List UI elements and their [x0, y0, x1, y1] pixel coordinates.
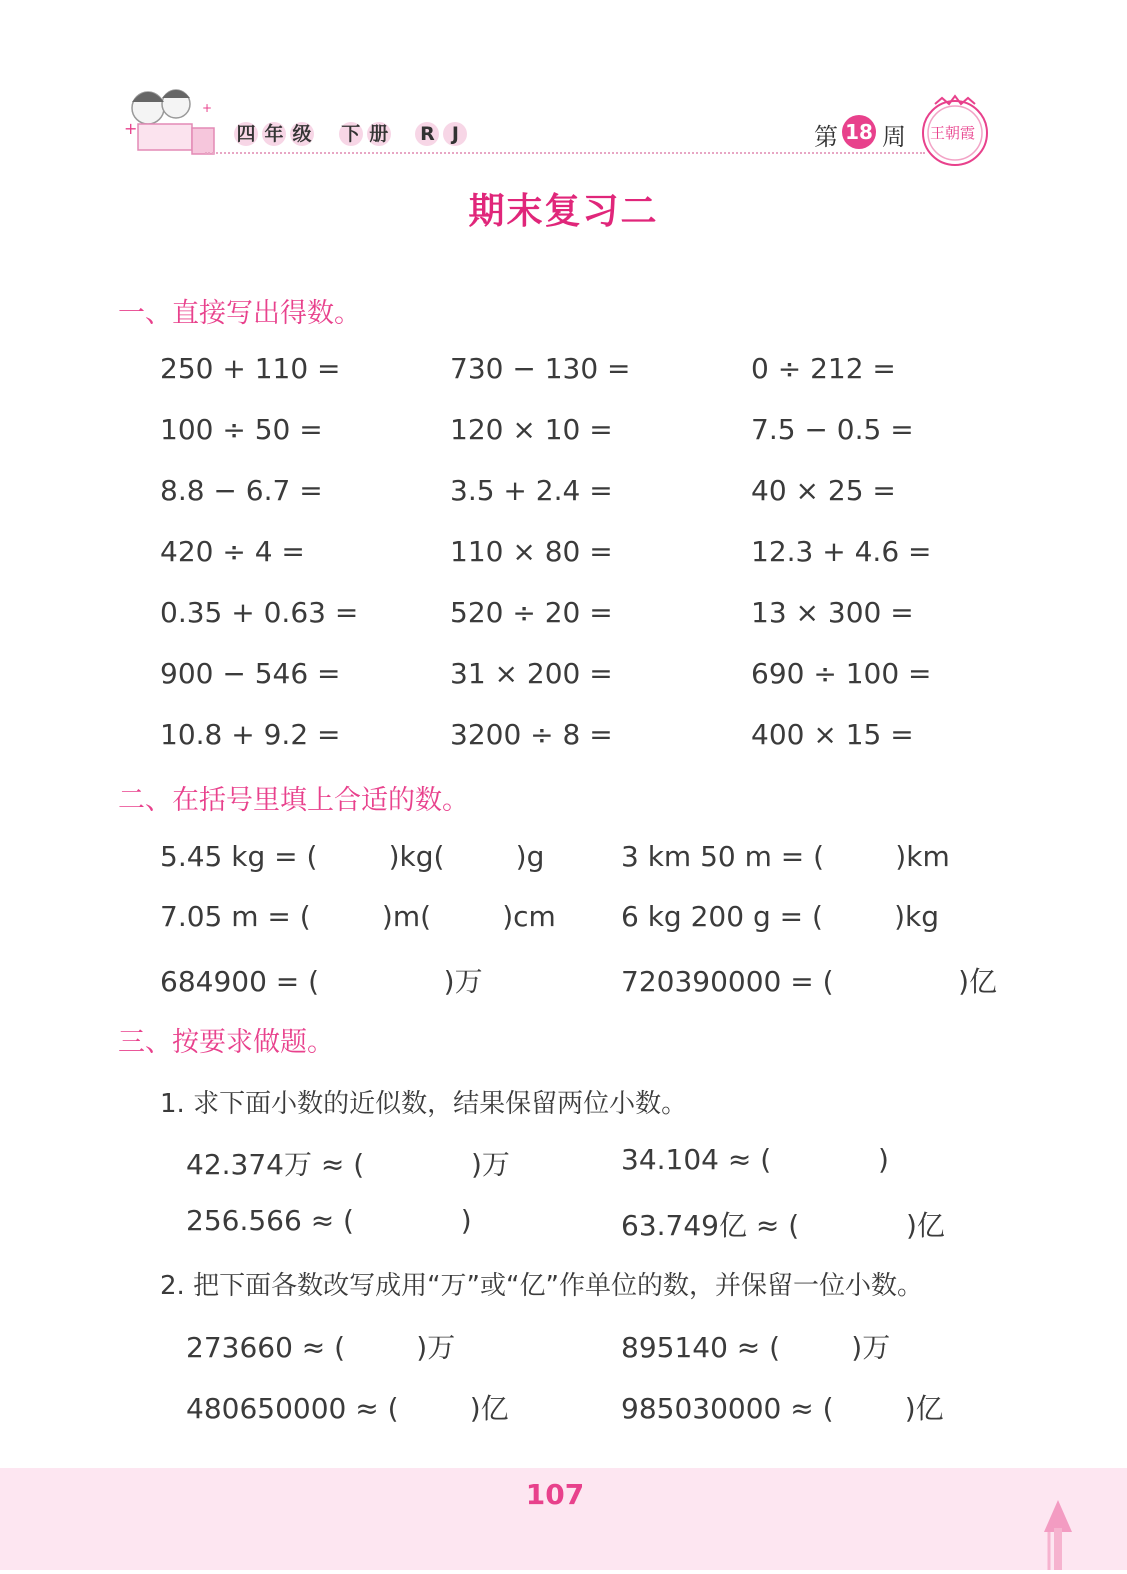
svg-text:+: + — [202, 101, 213, 115]
header-divider — [205, 152, 925, 154]
grade-char: 级 — [290, 122, 314, 146]
question-prompt-1: 1. 求下面小数的近似数，结果保留两位小数。 — [160, 1089, 688, 1119]
arithmetic-item: 40 × 25 = — [751, 474, 896, 507]
arithmetic-item: 0 ÷ 212 = — [751, 352, 896, 385]
header-illustration — [118, 72, 218, 160]
arithmetic-item: 900 − 546 = — [160, 657, 341, 690]
approximation-item: 256.566 ≈ ( ) — [186, 1204, 472, 1237]
page-number: 107 — [525, 1478, 585, 1511]
arithmetic-item: 400 × 15 = — [751, 718, 914, 751]
rewrite-item: 895140 ≈ ( )万 — [621, 1331, 891, 1364]
grade-char: 年 — [262, 122, 286, 146]
fill-blank-item: 7.05 m = ( )m( )cm — [160, 900, 556, 933]
arithmetic-item: 420 ÷ 4 = — [160, 535, 305, 568]
volume-char: 册 — [367, 122, 391, 146]
arithmetic-item: 31 × 200 = — [450, 657, 613, 690]
week-suffix: 周 — [882, 123, 906, 151]
approximation-item: 63.749亿 ≈ ( )亿 — [621, 1209, 945, 1242]
fill-blank-item: 6 kg 200 g = ( )kg — [621, 900, 940, 933]
arrow-up-icon — [1040, 1498, 1076, 1570]
arithmetic-item: 120 × 10 = — [450, 413, 613, 446]
grade-label — [234, 121, 471, 146]
section-heading-2: 二、在括号里填上合适的数。 — [118, 785, 469, 816]
arithmetic-item: 0.35 + 0.63 = — [160, 596, 359, 629]
approximation-item: 42.374万 ≈ ( )万 — [186, 1148, 510, 1181]
svg-text:+: + — [124, 119, 138, 138]
rewrite-item: 480650000 ≈ ( )亿 — [186, 1392, 509, 1425]
edition-char: R — [415, 122, 439, 146]
arithmetic-item: 110 × 80 = — [450, 535, 613, 568]
page-title: 期末复习二 — [468, 191, 659, 232]
fill-blank-item: 3 km 50 m = ( )km — [621, 840, 950, 873]
arithmetic-item: 690 ÷ 100 = — [751, 657, 932, 690]
arithmetic-item: 250 + 110 = — [160, 352, 341, 385]
seal-text: 王朝霞 — [930, 124, 976, 142]
volume-char: 下 — [339, 122, 363, 146]
rewrite-item: 273660 ≈ ( )万 — [186, 1331, 456, 1364]
edition-char: J — [443, 122, 467, 146]
arithmetic-item: 12.3 + 4.6 = — [751, 535, 932, 568]
arithmetic-item: 8.8 − 6.7 = — [160, 474, 323, 507]
week-prefix: 第 — [814, 123, 838, 151]
week-number-badge: 18 — [842, 115, 876, 149]
grade-char: 四 — [234, 122, 258, 146]
arithmetic-item: 13 × 300 = — [751, 596, 914, 629]
arithmetic-item: 10.8 + 9.2 = — [160, 718, 341, 751]
arithmetic-item: 7.5 − 0.5 = — [751, 413, 914, 446]
fill-blank-item: 720390000 = ( )亿 — [621, 965, 998, 998]
section-heading-1: 一、直接写出得数。 — [118, 298, 361, 329]
rewrite-item: 985030000 ≈ ( )亿 — [621, 1392, 944, 1425]
arithmetic-item: 730 − 130 = — [450, 352, 631, 385]
arithmetic-item: 520 ÷ 20 = — [450, 596, 613, 629]
arithmetic-item: 3.5 + 2.4 = — [450, 474, 613, 507]
approximation-item: 34.104 ≈ ( ) — [621, 1143, 889, 1176]
section-heading-3: 三、按要求做题。 — [118, 1027, 334, 1058]
question-prompt-2: 2. 把下面各数改写成用“万”或“亿”作单位的数，并保留一位小数。 — [160, 1271, 923, 1301]
fill-blank-item: 5.45 kg = ( )kg( )g — [160, 840, 545, 873]
fill-blank-item: 684900 = ( )万 — [160, 965, 483, 998]
arithmetic-item: 100 ÷ 50 = — [160, 413, 323, 446]
arithmetic-item: 3200 ÷ 8 = — [450, 718, 613, 751]
